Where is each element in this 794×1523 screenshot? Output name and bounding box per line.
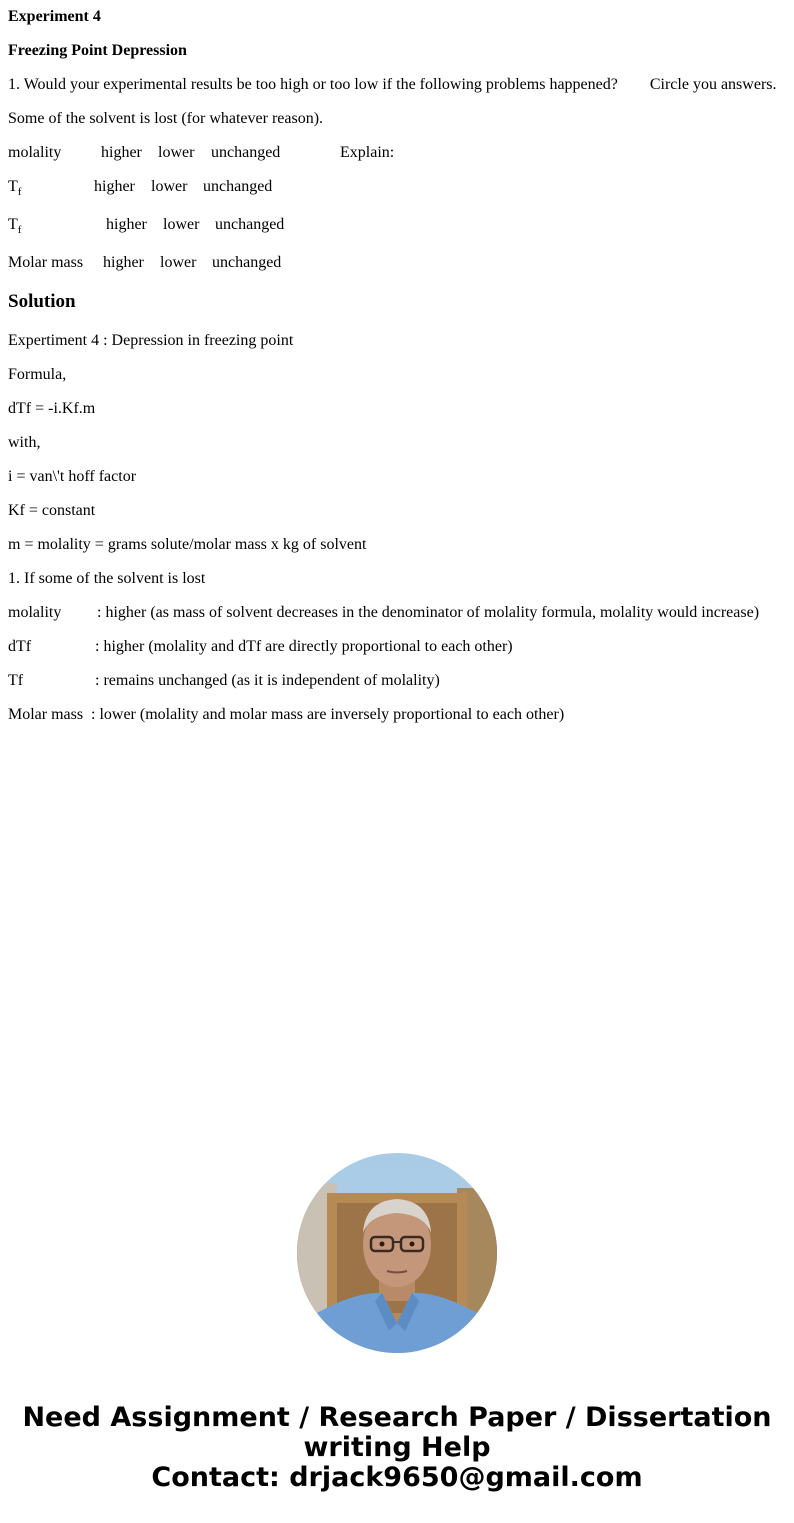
row-label: Molar mass [8, 254, 84, 271]
solution-line: Kf = constant [8, 502, 96, 519]
experiment-title: Experiment 4 [8, 8, 101, 25]
answer-row-tf-1 [8, 177, 788, 201]
solution-line: dTf = -i.Kf.m [8, 400, 96, 417]
option-unchanged[interactable]: unchanged [215, 216, 285, 233]
question-text: 1. Would your experimental results be too high or too low if the following problems happened? [8, 76, 618, 93]
option-lower[interactable]: lower [151, 178, 188, 195]
option-higher[interactable]: higher [94, 178, 135, 195]
option-unchanged[interactable]: unchanged [212, 254, 282, 271]
footer-line-2: writing Help [303, 1432, 491, 1463]
row-label: $T_f$ [8, 178, 22, 198]
subscript: f [17, 186, 22, 198]
option-lower[interactable]: lower [160, 254, 197, 271]
answer-label: dTf [8, 638, 32, 655]
option-higher[interactable]: higher [103, 254, 144, 271]
answer-label: Molar mass [8, 706, 84, 723]
subscript: f [17, 224, 22, 236]
answer-row-molality [8, 143, 788, 163]
option-lower[interactable]: lower [163, 216, 200, 233]
option-higher[interactable]: higher [106, 216, 147, 233]
experiment-subtitle: Freezing Point Depression [8, 42, 187, 59]
solution-heading: Solution [8, 291, 76, 312]
answer-text: : lower (molality and molar mass are inversely proportional to each other) [91, 706, 565, 723]
answer-text: : higher (as mass of solvent decreases in the denominator of molality formula, molality would increase) [97, 604, 760, 621]
scenario-text: Some of the solvent is lost (for whatever reason). [8, 110, 324, 127]
solution-line: 1. If some of the solvent is lost [8, 570, 206, 587]
answer-row-tf-2 [8, 215, 788, 239]
solution-answer-molar-mass [8, 705, 788, 725]
promo-footer [0, 1403, 794, 1493]
solution-line: Expertiment 4 : Depression in freezing point [8, 332, 294, 349]
answer-text: : remains unchanged (as it is independent of molality) [95, 672, 440, 689]
footer-contact: Contact: drjack9650@gmail.com [151, 1462, 643, 1493]
option-unchanged[interactable]: unchanged [203, 178, 273, 195]
option-unchanged[interactable]: unchanged [211, 144, 281, 161]
solution-line: Formula, [8, 366, 67, 383]
answer-text: : higher (molality and dTf are directly proportional to each other) [95, 638, 513, 655]
solution-line: with, [8, 434, 41, 451]
author-avatar [297, 1153, 497, 1353]
question-prompt [8, 75, 777, 95]
answer-label: Tf [8, 672, 24, 689]
solution-answer-molality [8, 603, 788, 623]
solution-line: i = van\'t hoff factor [8, 468, 137, 485]
solution-line: m = molality = grams solute/molar mass x kg of solvent [8, 536, 367, 553]
question-instruction: Circle you answers. [649, 76, 777, 93]
option-lower[interactable]: lower [158, 144, 195, 161]
solution-answer-dtf [8, 637, 788, 657]
solution-answer-tf [8, 671, 788, 691]
row-label: $T_f$ [8, 216, 22, 236]
avatar-portrait [297, 1153, 497, 1353]
answer-label: molality [8, 604, 62, 621]
explain-label: Explain: [340, 144, 395, 161]
option-higher[interactable]: higher [101, 144, 142, 161]
footer-line-1: Need Assignment / Research Paper / Dissertation [22, 1402, 772, 1433]
answer-row-molar-mass [8, 253, 788, 273]
row-label: molality [8, 144, 62, 161]
